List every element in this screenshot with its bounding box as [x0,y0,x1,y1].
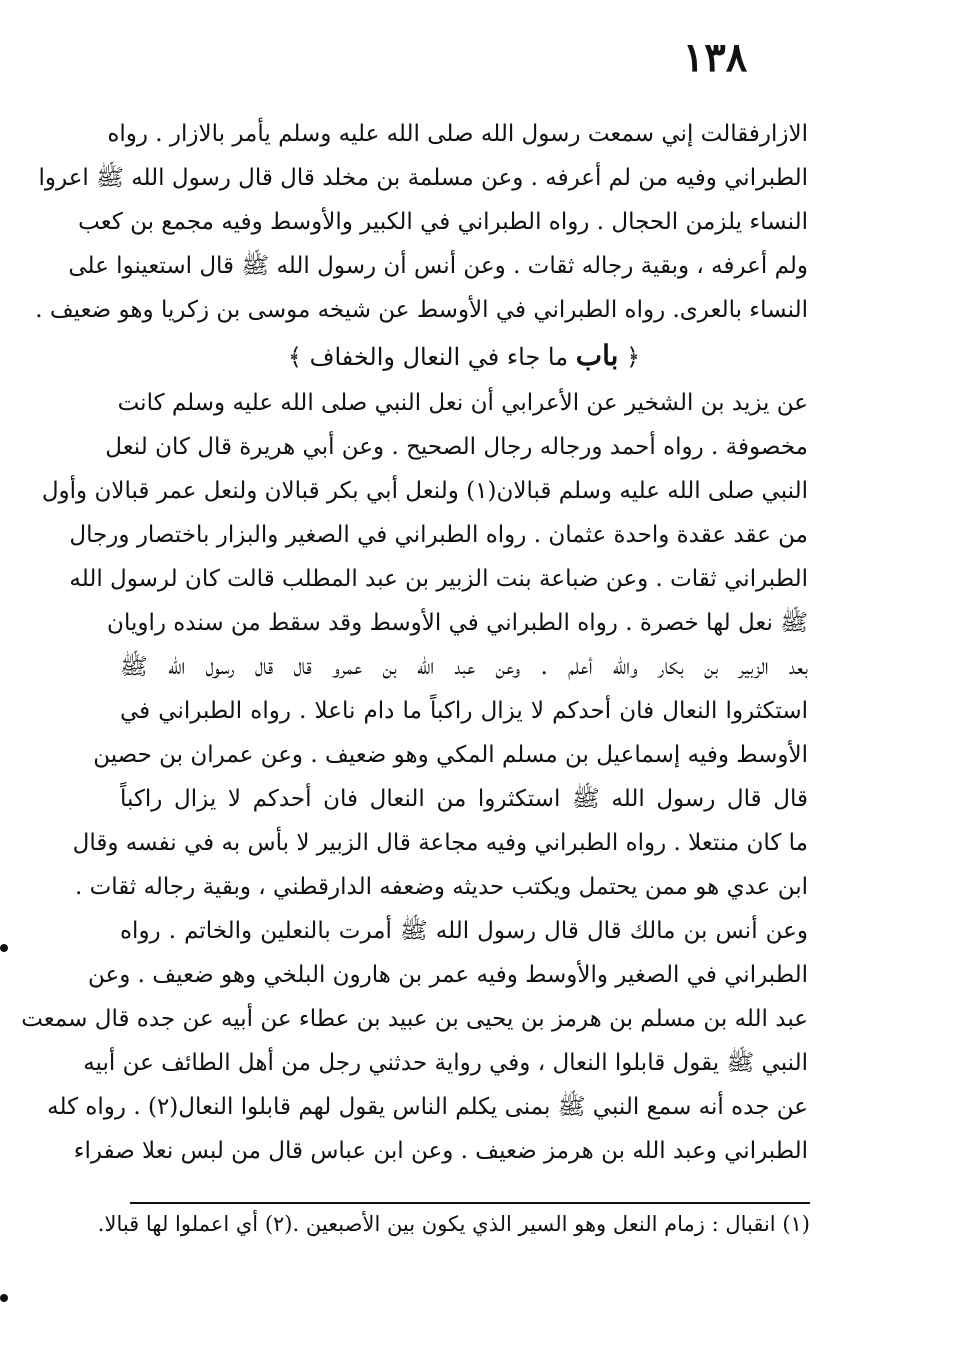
text-line: الطبراني ثقات . وعن ضباعة بنت الزبير بن عبد المطلب قالت كان لرسول الله [69,566,808,592]
text-line: الطبراني وفيه من لم أعرفه . وعن مسلمة بن مخلد قال قال رسول الله ﷺ اعروا [38,165,808,191]
text-line: الازارفقالت إني سمعت رسول الله صلى الله عليه وسلم يأمر بالازار . رواه [107,121,808,147]
heading-open-bracket: ﴿ [626,343,641,371]
chapter-heading [120,336,808,377]
scan-mark [0,1294,8,1302]
heading-title: ما جاء في النعال والخفاف [309,343,569,371]
text-line: النبي ﷺ يقول قابلوا النعال ، وفي رواية حدثني رجل من أهل الطائف عن أبيه [83,1050,808,1076]
text-line: النبي صلى الله عليه وسلم قبالان(١) ولنعل أبي بكر قبالان ولنعل عمر قبالان وأول [41,478,808,504]
text-line: عبد الله بن مسلم بن هرمز بن يحيى بن عبيد بن عطاء عن أبيه عن جده قال سمعت [21,1006,808,1032]
text-line: قال قال رسول الله ﷺ استكثروا من النعال فان أحدكم لا يزال راكباً [120,786,808,812]
footnote: (١) انقبال : زمام النعل وهو السير الذي يكون بين الأصبعين .(٢) أي اعملوا لها قبالا. [97,1212,810,1236]
text-line: مخصوفة . رواه أحمد ورجاله رجال الصحيح . وعن أبي هريرة قال كان لنعل [105,434,808,460]
scan-mark [0,944,8,952]
text-line: عن جده أنه سمع النبي ﷺ بمنى يكلم الناس يقول لهم قابلوا النعال(٢) . رواه كله [47,1094,808,1120]
text-line: ﷺ نعل لها خصرة . رواه الطبراني في الأوسط وقد سقط من سنده راويان [107,610,808,636]
text-line: ولم أعرفه ، وبقية رجاله ثقات . وعن أنس أن رسول الله ﷺ قال استعينوا على [68,253,808,279]
text-line: وعن أنس بن مالك قال قال رسول الله ﷺ أمرت بالنعلين والخاتم . رواه [120,918,808,944]
page-number: ١٣٨ [682,34,748,81]
text-line: الطبراني في الصغير والأوسط وفيه عمر بن هارون البلخي وهو ضعيف . وعن [88,962,808,988]
text-line: النساء يلزمن الحجال . رواه الطبراني في الكبير والأوسط وفيه مجمع بن كعب [78,209,808,235]
text-line: من عقد عقدة واحدة عثمان . رواه الطبراني في الصغير والبزار باختصار ورجال [69,522,808,548]
text-line: النساء بالعرى. رواه الطبراني في الأوسط عن شيخه موسى بن زكريا وهو ضعيف . [35,297,808,323]
footnote-divider [130,1202,810,1204]
text-line: ما كان منتعلا . رواه الطبراني وفيه مجاعة قال الزبير لا بأس به في نفسه وقال [72,830,808,856]
text-line: بعد الزبير بن بكار والله أعلم . وعن عبد الله بن عمرو قال قال رسول الله ﷺ [120,654,808,680]
text-line: عن يزيد بن الشخير عن الأعرابي أن نعل النبي صلى الله عليه وسلم كانت [117,390,808,416]
heading-bab: باب [575,339,619,372]
text-line: الأوسط وفيه إسماعيل بن مسلم المكي وهو ضعيف . وعن عمران بن حصين [93,742,808,768]
top-paragraph [35,112,808,332]
text-line: الطبراني وعبد الله بن هرمز ضعيف . وعن ابن عباس قال من لبس نعلا صفراء [73,1138,808,1164]
text-line: ابن عدي هو ممن يحتمل ويكتب حديثه وضعفه الدارقطني ، وبقية رجاله ثقات . [74,874,808,900]
heading-close-bracket: ﴾ [287,343,302,371]
text-line: استكثروا النعال فان أحدكم لا يزال راكباً ما دام ناعلا . رواه الطبراني في [120,698,808,724]
main-paragraph [21,381,808,1173]
